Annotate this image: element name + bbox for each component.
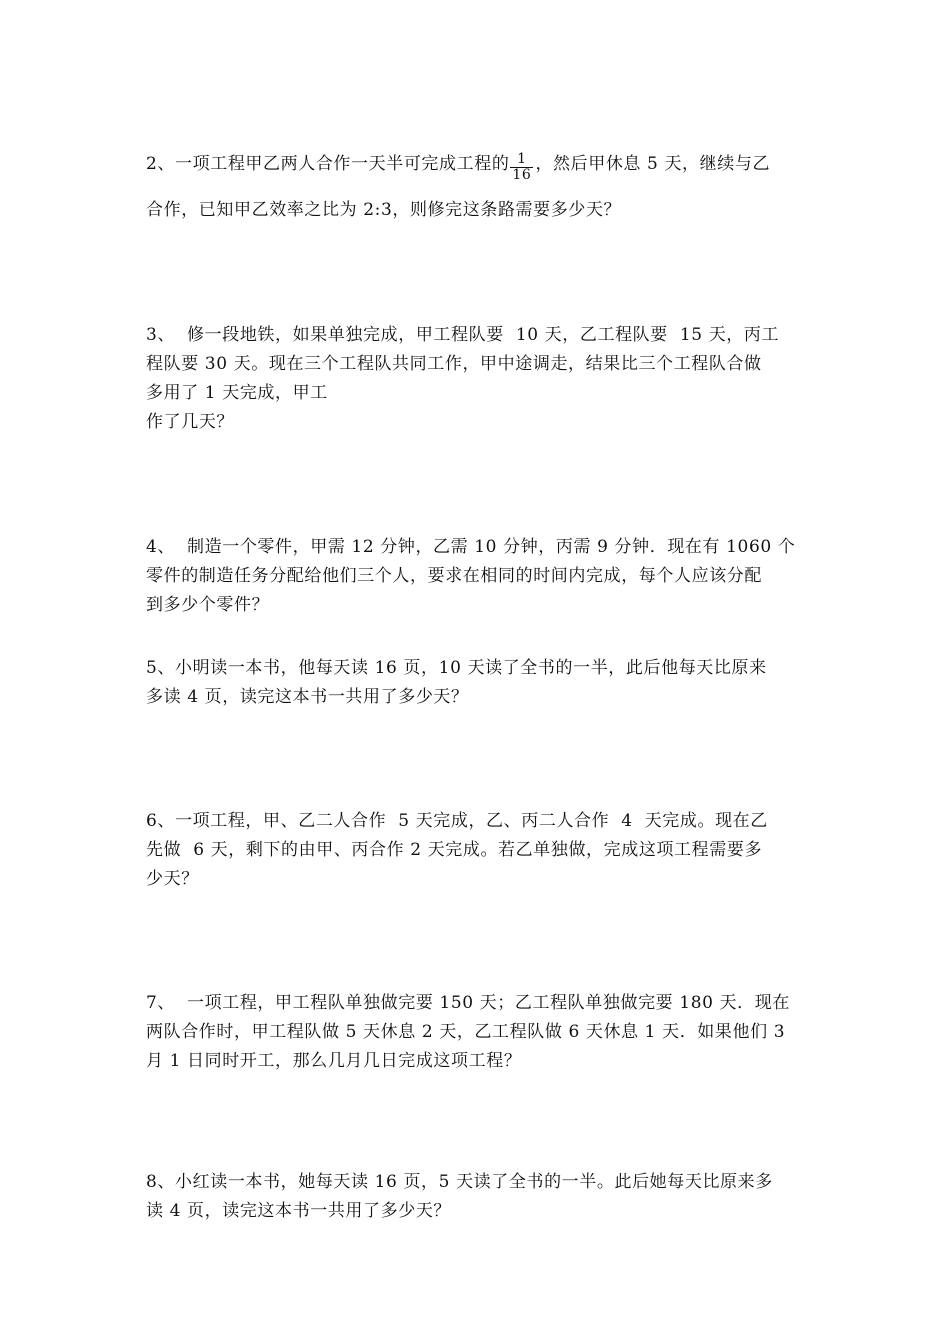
problem-4-line-2: 零件的制造任务分配给他们三个人，要求在相同的时间内完成，每个人应该分配 (146, 566, 762, 586)
problem-3-line-2: 程队要 30 天。现在三个工程队共同工作，甲中途调走，结果比三个工程队合做 (146, 354, 762, 374)
problem-4-line-1: 4、 制造一个零件，甲需 12 分钟，乙需 10 分钟，丙需 9 分钟．现在有 1060 个 (146, 537, 796, 557)
fraction-numerator: 1 (517, 151, 527, 167)
fraction-one-sixteenth (510, 152, 533, 183)
problem-7-line-1: 7、 一项工程，甲工程队单独做完要 150 天；乙工程队单独做完要 180 天．现在 (146, 993, 790, 1013)
problem-2-line-1: 2、一项工程甲乙两人合作一天半可完成工程的 $\frac{1}{16}$ ，然后甲休息 5 天，继续与乙 (146, 151, 771, 183)
problem-7-line-3: 月 1 日同时开工，那么几月几日完成这项工程？ (146, 1051, 522, 1071)
problem-6-line-2: 先做 6 天，剩下的由甲、丙合作 2 天完成。若乙单独做，完成这项工程需要多 (146, 840, 763, 860)
problem-8-line-1: 8、小红读一本书，她每天读 16 页，5 天读了全书的一半。此后她每天比原来多 (146, 1172, 773, 1192)
problem-6-line-3: 少天？ (146, 869, 199, 889)
problem-7-line-2: 两队合作时，甲工程队做 5 天休息 2 天，乙工程队做 6 天休息 1 天．如果他们 3 (146, 1022, 786, 1042)
problem-3-line-3: 多用了 1 天完成，甲工 (146, 383, 328, 403)
problem-4-line-3: 到多少个零件？ (146, 595, 270, 615)
fraction-denominator: 16 (512, 167, 532, 183)
problem-2-line-2: 合作，已知甲乙效率之比为 2:3，则修完这条路需要多少天？ (146, 200, 622, 220)
problem-3-line-4: 作了几天？ (146, 412, 234, 432)
problem-6-line-1: 6、一项工程，甲、乙二人合作 5 天完成，乙、丙二人合作 4 天完成。现在乙 (146, 811, 768, 831)
problem-3-line-1: 3、 修一段地铁，如果单独完成，甲工程队要 10 天，乙工程队要 15 天，丙工 (146, 325, 780, 345)
problem-5-line-1: 5、小明读一本书，他每天读 16 页，10 天读了全书的一半，此后他每天比原来 (146, 658, 767, 678)
problem-8-line-2: 读 4 页，读完这本书一共用了多少天？ (146, 1201, 452, 1221)
problem-5-line-2: 多读 4 页，读完这本书一共用了多少天？ (146, 687, 469, 707)
